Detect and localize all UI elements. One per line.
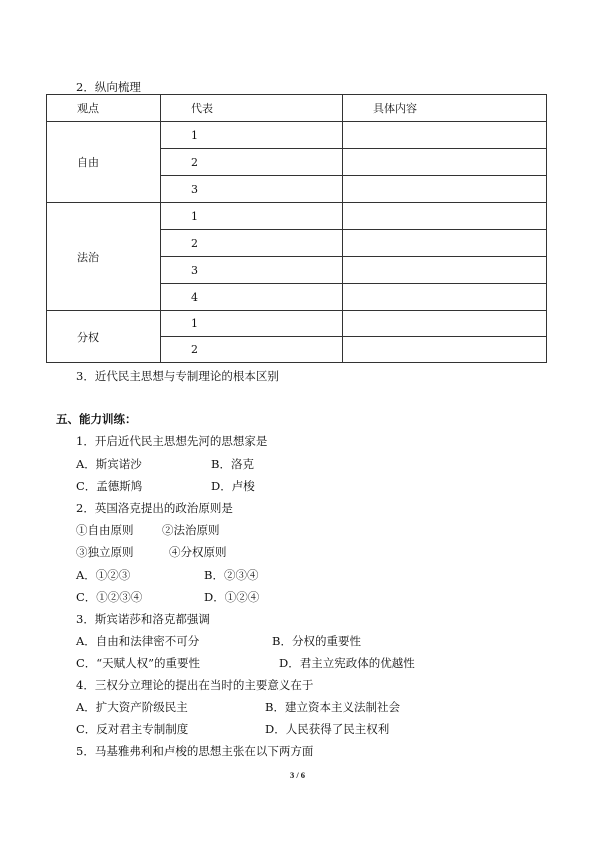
question-4-option-a[interactable]: A．扩大资产阶级民主: [76, 700, 188, 714]
question-2-option-a[interactable]: A．①②③: [76, 568, 131, 582]
question-1-option-c[interactable]: C．孟德斯鸠: [76, 479, 143, 493]
table-cell-blank[interactable]: [343, 337, 547, 363]
question-2-option-d[interactable]: D．①②④: [204, 590, 260, 604]
table-cell-number: 2: [161, 337, 343, 363]
header-content: 具体内容: [343, 95, 547, 122]
table-cell-blank[interactable]: [343, 230, 547, 257]
table-cell-blank[interactable]: [343, 257, 547, 284]
header-viewpoint: 观点: [47, 95, 161, 122]
question-1-option-d[interactable]: D．卢梭: [211, 479, 255, 493]
group-label-rule-of-law: 法治: [47, 203, 161, 311]
question-1-stem: 1．开启近代民主思想先河的思想家是: [76, 434, 268, 448]
question-1-option-b[interactable]: B．洛克: [211, 457, 254, 471]
table-cell-number: 2: [161, 149, 343, 176]
table-cell-number: 1: [161, 311, 343, 337]
page-number: 3 / 6: [289, 770, 306, 780]
question-4-option-b[interactable]: B．建立资本主义法制社会: [265, 700, 400, 714]
table-cell-blank[interactable]: [343, 284, 547, 311]
table-cell-blank[interactable]: [343, 203, 547, 230]
table-cell-blank[interactable]: [343, 122, 547, 149]
table-row: [47, 122, 547, 149]
question-4-option-d[interactable]: D．人民获得了民主权利: [265, 722, 390, 736]
header-representative: 代表: [161, 95, 343, 122]
section-3-title: 3．近代民主思想与专制理论的根本区别: [76, 369, 279, 383]
question-4-stem: 4．三权分立理论的提出在当时的主要意义在于: [76, 678, 314, 692]
section-5-title: 五、能力训练：: [56, 412, 137, 426]
table-cell-number: 3: [161, 257, 343, 284]
table-cell-blank[interactable]: [343, 176, 547, 203]
section-2-title: 2．纵向梳理: [76, 80, 141, 94]
question-3-stem: 3．斯宾诺莎和洛克都强调: [76, 612, 210, 626]
question-3-option-d[interactable]: D．君主立宪政体的优越性: [279, 656, 415, 670]
question-5-stem: 5．马基雅弗利和卢梭的思想主张在以下两方面: [76, 744, 314, 758]
table-cell-number: 2: [161, 230, 343, 257]
table-cell-number: 1: [161, 203, 343, 230]
group-label-freedom: 自由: [47, 122, 161, 203]
table-row: [47, 203, 547, 230]
question-2-item-1: ①自由原则: [76, 523, 134, 537]
table-row: [47, 311, 547, 337]
table-cell-number: 3: [161, 176, 343, 203]
vertical-review-table: [46, 94, 547, 363]
question-2-item-3: ③独立原则: [76, 545, 134, 559]
table-cell-number: 1: [161, 122, 343, 149]
question-3-option-b[interactable]: B．分权的重要性: [272, 634, 361, 648]
question-2-option-b[interactable]: B．②③④: [204, 568, 259, 582]
question-2-stem: 2．英国洛克提出的政治原则是: [76, 501, 233, 515]
question-3-option-c[interactable]: C．“天赋人权”的重要性: [76, 656, 201, 670]
table-cell-number: 4: [161, 284, 343, 311]
question-2-option-c[interactable]: C．①②③④: [76, 590, 143, 604]
question-4-option-c[interactable]: C．反对君主专制制度: [76, 722, 189, 736]
table-header-row: [47, 95, 547, 122]
table-cell-blank[interactable]: [343, 149, 547, 176]
table-cell-blank[interactable]: [343, 311, 547, 337]
question-1-option-a[interactable]: A．斯宾诺沙: [76, 457, 142, 471]
question-2-item-2: ②法治原则: [162, 523, 220, 537]
group-label-separation: 分权: [47, 311, 161, 363]
question-3-option-a[interactable]: A．自由和法律密不可分: [76, 634, 200, 648]
question-2-item-4: ④分权原则: [169, 545, 227, 559]
